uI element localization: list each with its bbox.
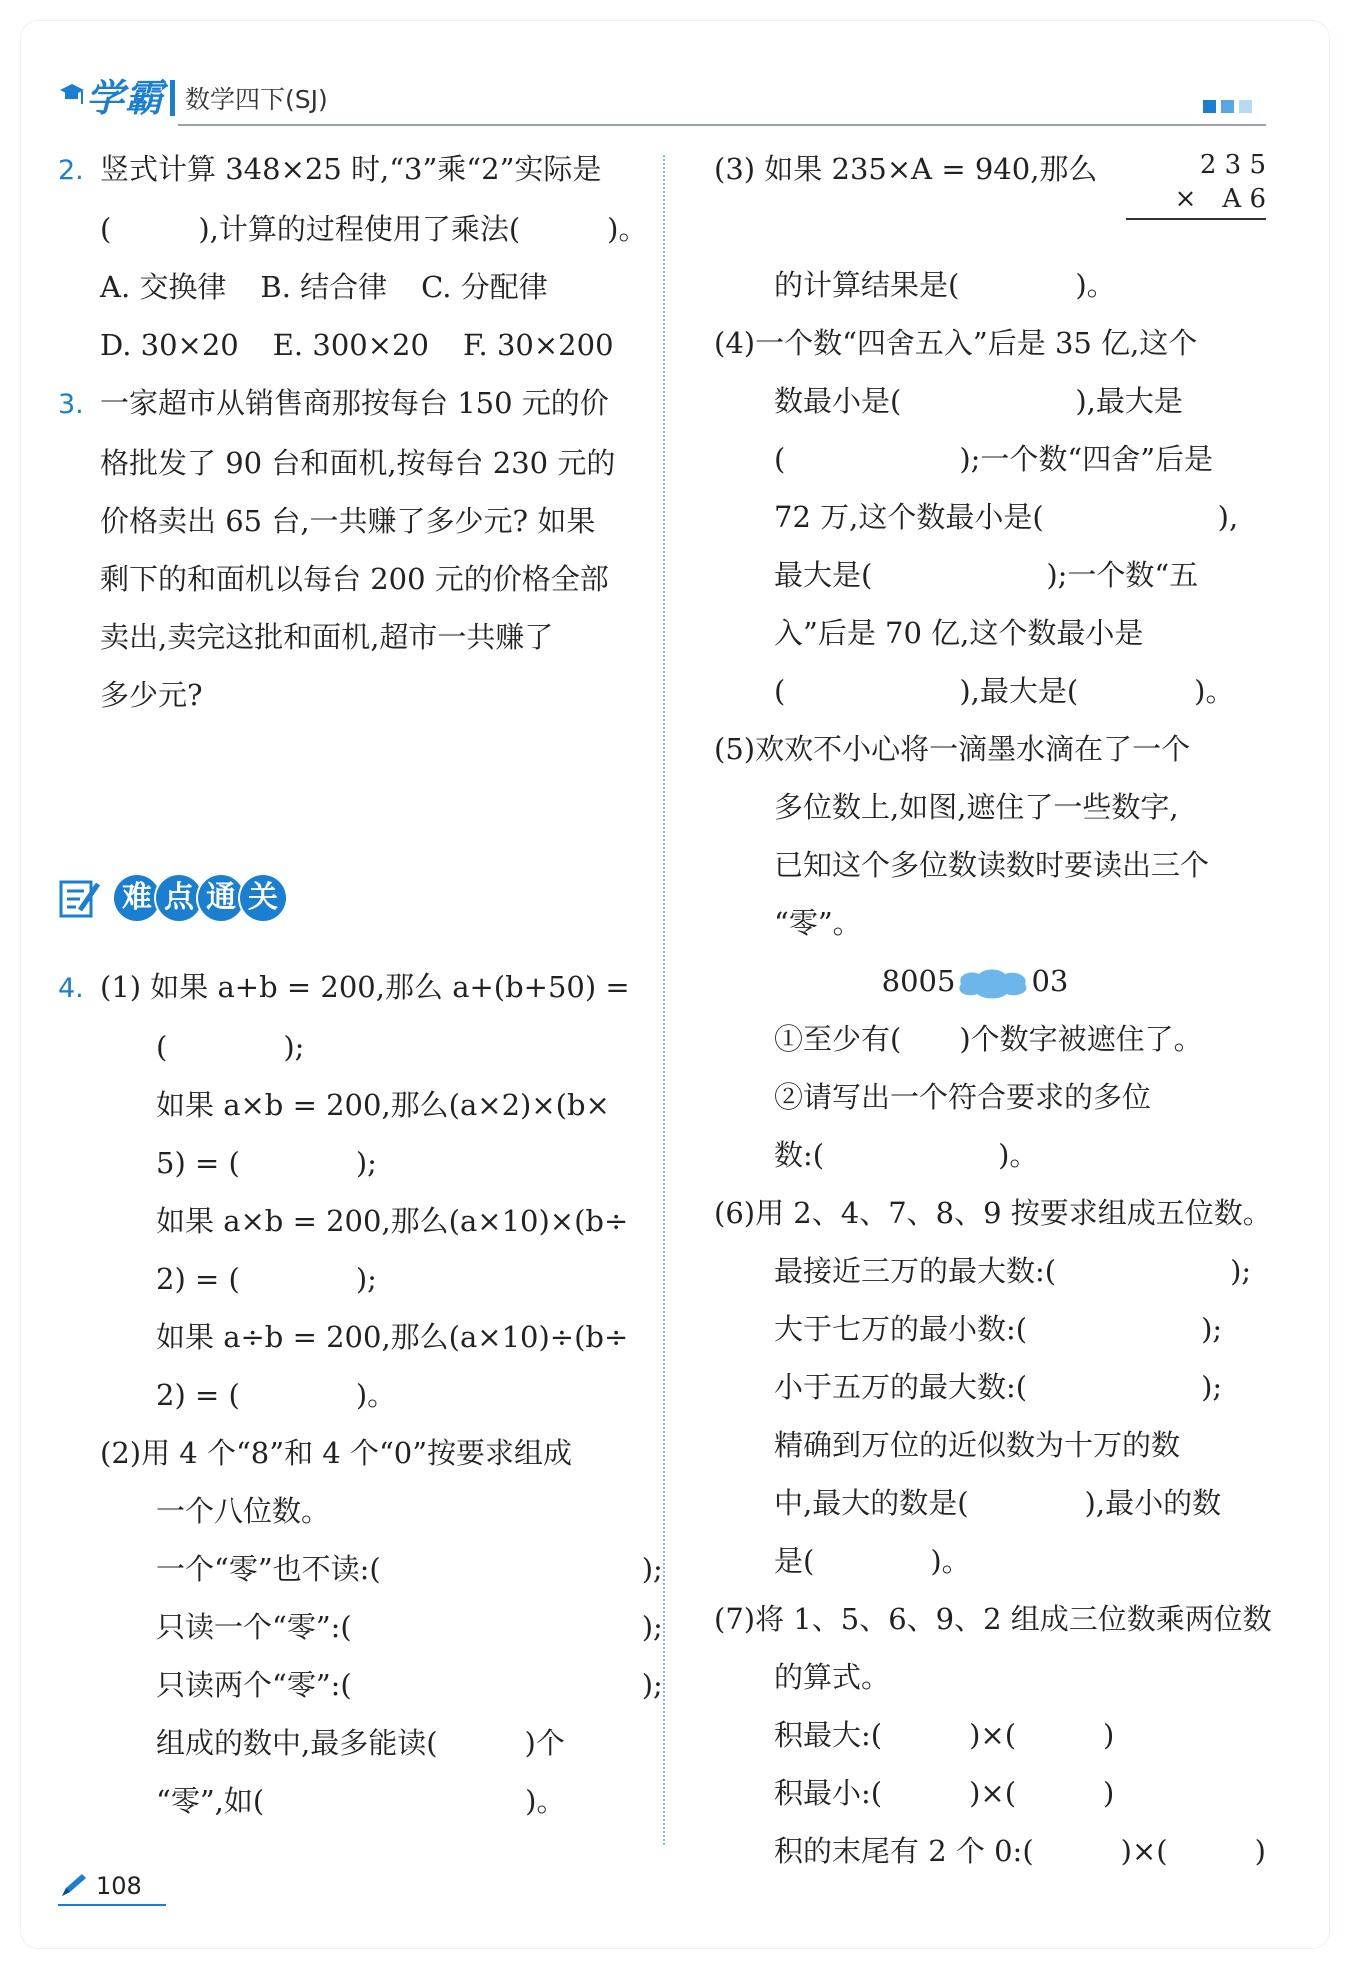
left-column xyxy=(58,140,663,1830)
question-text: 数最小是( ),最大是 xyxy=(774,384,1183,418)
part-3 xyxy=(714,140,1266,314)
option-f: F. 30×200 xyxy=(462,328,614,362)
question-2 xyxy=(58,140,650,374)
question-text: “零”,如( )。 xyxy=(156,1784,566,1818)
ink-blot-icon xyxy=(955,966,1031,1000)
question-text: “零”。 xyxy=(774,906,862,940)
calc-top: 2 3 5 xyxy=(1199,150,1266,180)
question-text: 中,最大的数是( ),最小的数 xyxy=(774,1486,1222,1520)
calc-rule xyxy=(1126,218,1266,220)
question-text: 的算式。 xyxy=(774,1660,891,1694)
option-d: D. 30×20 xyxy=(100,328,239,362)
question-text: ①至少有( )个数字被遮住了。 xyxy=(774,1022,1203,1056)
question-text: 入”后是 70 亿,这个数最小是 xyxy=(774,616,1144,650)
question-text: 最大是( );一个数“五 xyxy=(774,558,1199,592)
page-number: 108 xyxy=(96,1872,142,1900)
question-text: 积的末尾有 2 个 0:( )×( ) xyxy=(774,1834,1266,1868)
square-3 xyxy=(1239,100,1252,113)
notepad-pencil-icon xyxy=(58,876,102,920)
question-text: 竖式计算 348×25 时,“3”乘“2”实际是 xyxy=(100,152,602,186)
option-c: C. 分配律 xyxy=(421,270,548,304)
question-text: 5) = ( ); xyxy=(156,1146,377,1180)
question-text: 一个八位数。 xyxy=(156,1494,331,1528)
page-footer xyxy=(58,1868,168,1908)
question-text: 一个“零”也不读:( ); xyxy=(156,1552,663,1586)
options-row xyxy=(58,258,650,316)
question-text: 精确到万位的近似数为十万的数 xyxy=(774,1428,1181,1462)
question-text: ( ),最大是( )。 xyxy=(774,674,1235,708)
footer-rule xyxy=(58,1904,166,1906)
part-6 xyxy=(714,1184,1272,1590)
inked-number xyxy=(714,952,1266,1010)
page-header xyxy=(58,70,1266,126)
vertical-multiplication xyxy=(1126,148,1266,220)
question-text: (1) 如果 a+b = 200,那么 a+(b+50) = xyxy=(100,970,630,1004)
question-text: ( ); xyxy=(156,1030,305,1064)
question-text: 如果 a×b = 200,那么(a×2)×(b× xyxy=(156,1088,610,1122)
calc-bottom: × A 6 xyxy=(1174,184,1266,214)
question-text: 多位数上,如图,遮住了一些数字, xyxy=(774,790,1179,824)
question-text: 数:( )。 xyxy=(774,1138,1039,1172)
section-char: 关 xyxy=(240,875,286,921)
question-text: 小于五万的最大数:( ); xyxy=(774,1370,1223,1404)
part-5 xyxy=(714,720,1266,1184)
number-left: 8005 xyxy=(881,964,956,998)
brand-logo xyxy=(58,70,328,122)
question-text: 只读两个“零”:( ); xyxy=(156,1668,663,1702)
question-text: ( ),计算的过程使用了乘法( )。 xyxy=(100,212,648,246)
question-text: 剩下的和面机以每台 200 元的价格全部 xyxy=(100,562,609,596)
question-text: 已知这个多位数读数时要读出三个 xyxy=(774,848,1210,882)
question-text: 只读一个“零”:( ); xyxy=(156,1610,663,1644)
header-rule xyxy=(178,124,1266,126)
question-text: ( );一个数“四舍”后是 xyxy=(774,442,1214,476)
question-text: (4)一个数“四舍五入”后是 35 亿,这个 xyxy=(714,326,1198,360)
question-text: 72 万,这个数最小是( ), xyxy=(774,500,1239,534)
book-title: 数学四下(SJ) xyxy=(185,85,328,114)
section-char: 通 xyxy=(198,875,244,921)
question-text: (2)用 4 个“8”和 4 个“0”按要求组成 xyxy=(100,1436,573,1470)
logo-divider xyxy=(170,80,175,116)
section-char: 点 xyxy=(156,875,202,921)
part-7 xyxy=(714,1590,1272,1880)
part-4 xyxy=(714,314,1266,720)
section-char: 难 xyxy=(114,875,160,921)
options-row xyxy=(58,316,650,374)
question-text: (5)欢欢不小心将一滴墨水滴在了一个 xyxy=(714,732,1191,766)
option-e: E. 300×20 xyxy=(272,328,429,362)
question-text: ②请写出一个符合要求的多位 xyxy=(774,1080,1152,1114)
question-number: 4. xyxy=(58,973,84,1004)
question-text: 一家超市从销售商那按每台 150 元的价 xyxy=(100,386,609,420)
header-decoration xyxy=(1203,100,1252,113)
question-text: 组成的数中,最多能读( )个 xyxy=(156,1726,565,1760)
question-number: 3. xyxy=(58,389,84,420)
question-text: 价格卖出 65 台,一共赚了多少元? 如果 xyxy=(100,504,596,538)
answer-space xyxy=(58,724,650,844)
question-text: 积最小:( )×( ) xyxy=(774,1776,1115,1810)
question-text: 2) = ( )。 xyxy=(156,1378,397,1412)
question-text: 的计算结果是( )。 xyxy=(774,268,1116,302)
column-divider xyxy=(663,155,665,1845)
number-right: 03 xyxy=(1031,964,1069,998)
option-a: A. 交换律 xyxy=(100,270,227,304)
question-text: (3) 如果 235×A = 940,那么 xyxy=(714,152,1098,186)
question-text: 多少元? xyxy=(100,678,203,712)
question-text: 如果 a÷b = 200,那么(a×10)÷(b÷ xyxy=(156,1320,629,1354)
question-text: 最接近三万的最大数:( ); xyxy=(774,1254,1252,1288)
square-1 xyxy=(1203,100,1216,113)
question-text: (7)将 1、5、6、9、2 组成三位数乘两位数 xyxy=(714,1602,1272,1636)
graduation-cap-icon xyxy=(58,80,84,114)
question-text: 2) = ( ); xyxy=(156,1262,377,1296)
pencil-icon xyxy=(58,1870,90,1902)
question-text: 是( )。 xyxy=(774,1544,971,1578)
right-column xyxy=(714,140,1272,1880)
question-text: 大于七万的最小数:( ); xyxy=(774,1312,1223,1346)
question-text: 格批发了 90 台和面机,按每台 230 元的 xyxy=(100,446,616,480)
square-2 xyxy=(1221,100,1234,113)
option-b: B. 结合律 xyxy=(260,270,388,304)
question-number: 2. xyxy=(58,155,84,186)
question-text: (6)用 2、4、7、8、9 按要求组成五位数。 xyxy=(714,1196,1272,1230)
question-4 xyxy=(58,958,663,1830)
question-3 xyxy=(58,374,650,724)
logo-text: 学霸 xyxy=(86,76,165,120)
question-text: 积最大:( )×( ) xyxy=(774,1718,1115,1752)
question-text: 如果 a×b = 200,那么(a×10)×(b÷ xyxy=(156,1204,629,1238)
section-title xyxy=(58,852,650,944)
question-text: 卖出,卖完这批和面机,超市一共赚了 xyxy=(100,620,554,654)
